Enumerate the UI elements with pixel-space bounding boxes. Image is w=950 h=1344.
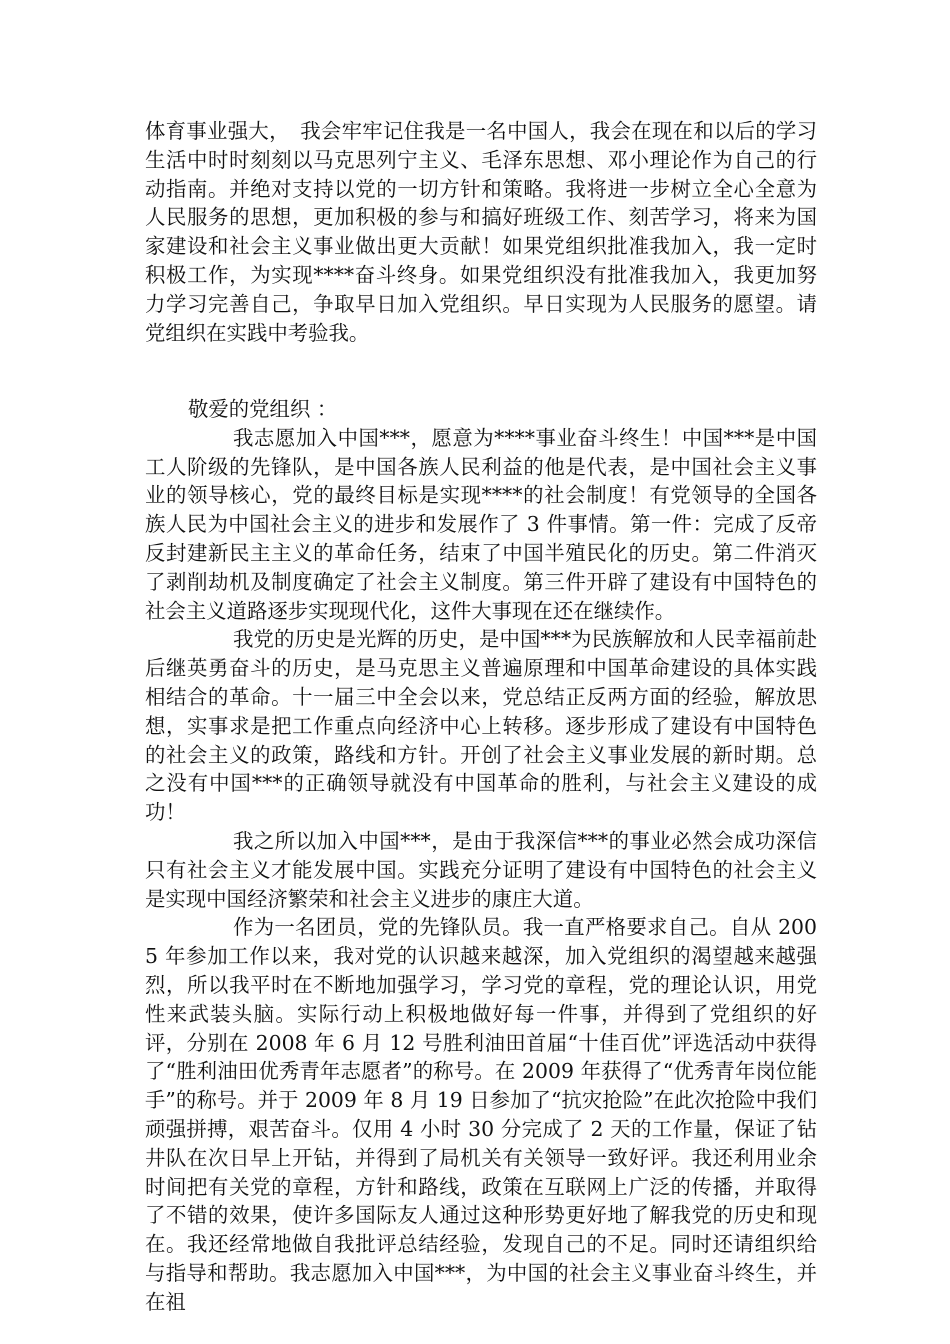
- letter-body: [145, 395, 817, 1317]
- paragraph-3: 我之所以加入中国***，是由于我深信***的事业必然会成功深信只有社会主义才能发展中国。实践充分证明了建设有中国特色的社会主义是实现中国经济繁荣和社会主义进步的康庄大道。: [145, 828, 817, 911]
- top-paragraph: 体育事业强大， 我会牢牢记住我是一名中国人，我会在现在和以后的学习生活中时时刻刻以马克思列宁主义、毛泽东思想、邓小理论作为自己的行动指南。并绝对支持以党的一切方针和策略。我将进一步树立全心全意为人民服务的思想，更加积极的参与和搞好班级工作、刻苦学习，将来为国家建设和社会主义事业做出更大贡献！如果党组织批准我加入，我一定时积极工作，为实现****奋斗终身。如果党组织没有批准我加入，我更加努力学习完善自己，争取早日加入党组织。早日实现为人民服务的愿望。请党组织在实践中考验我。: [145, 119, 817, 345]
- paragraph-4: 作为一名团员，党的先锋队员。我一直严格要求自己。自从 2005 年参加工作以来，我对党的认识越来越深，加入党组织的渴望越来越强烈，所以我平时在不断地加强学习，学习党的章程，党的理论认识，用党性来武装头脑。实际行动上积极地做好每一件事，并得到了党组织的好评，分别在 2008 年 6 月 12 号胜利油田首届“十佳百优”评选活动中获得了“胜利油田优秀青年志愿者”的称号。在 2009 年获得了“优秀青年岗位能手”的称号。并于 2009 年 8 月 19 日参加了“抗灾抢险”在此次抢险中我们顽强拼搏，艰苦奋斗。仅用 4 小时 30 分完成了 2 天的工作量，保证了钻井队在次日早上开钻，并得到了局机关有关领导一致好评。我还利用业余时间把有关党的章程，方针和路线，政策在互联网上广泛的传播，并取得了不错的效果，使许多国际友人通过这种形势更好地了解我党的历史和现在。我还经常地做自我批评总结经验，发现自己的不足。同时还请组织给与指导和帮助。我志愿加入中国***，为中国的社会主义事业奋斗终生，并在祖: [145, 915, 817, 1314]
- top-text-block: [145, 117, 817, 347]
- salutation: 敬爱的党组织 ：: [188, 397, 338, 421]
- paragraph-1: 我志愿加入中国***，愿意为****事业奋斗终生！中国***是中国工人阶级的先锋队，是中国各族人民利益的他是代表，是中国社会主义事业的领导核心，党的最终目标是实现****的社会制度！有党领导的全国各族人民为中国社会主义的进步和发展作了 3 件事情。第一件：完成了反帝反封建新民主主义的革命任务，结束了中国半殖民化的历史。第二件消灭了剥削劫机及制度确定了社会主义制度。第三件开辟了建设有中国特色的社会主义道路逐步实现现代化，这件大事现在还在继续作。: [145, 425, 817, 623]
- paragraph-2: 我党的历史是光辉的历史，是中国***为民族解放和人民幸福前赴后继英勇奋斗的历史，是马克思主义普遍原理和中国革命建设的具体实践相结合的革命。十一届三中全会以来，党总结正反两方面的经验，解放思想，实事求是把工作重点向经济中心上转移。逐步形成了建设有中国特色的社会主义的政策，路线和方针。开创了社会主义事业发展的新时期。总之没有中国***的正确领导就没有中国革命的胜利，与社会主义建设的成功！: [145, 627, 817, 825]
